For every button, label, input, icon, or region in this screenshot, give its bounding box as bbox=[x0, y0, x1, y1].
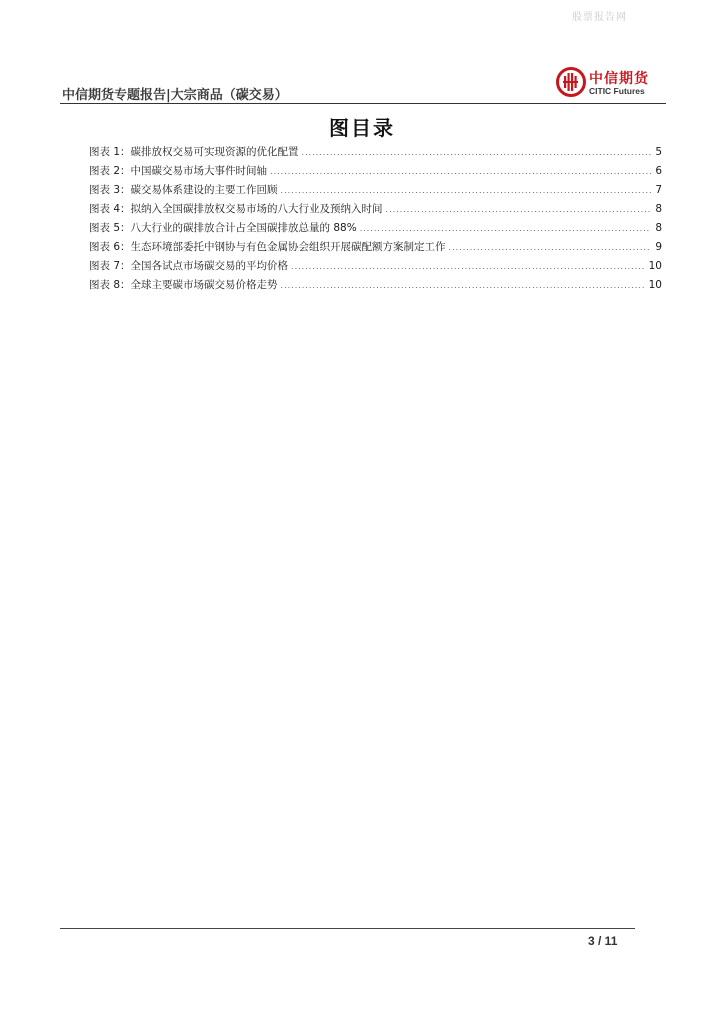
toc-entry-page: 8 bbox=[655, 222, 662, 234]
toc-leader-dots bbox=[281, 281, 646, 290]
watermark: 股票报告网 bbox=[572, 12, 627, 23]
toc-entry-label: 图表 6：生态环境部委托中钢协与有色金属协会组织开展碳配额方案制定工作 bbox=[89, 241, 446, 253]
toc-entry-page: 6 bbox=[655, 165, 662, 177]
toc-entry-2[interactable] bbox=[89, 163, 662, 182]
toc-entry-1[interactable] bbox=[89, 144, 662, 163]
logo-chinese-name: 中信期货 bbox=[589, 71, 649, 87]
toc-entry-page: 10 bbox=[648, 279, 662, 291]
toc-leader-dots bbox=[302, 148, 651, 157]
toc-entry-label: 图表 4：拟纳入全国碳排放权交易市场的八大行业及预纳入时间 bbox=[89, 203, 383, 215]
toc-entry-label: 图表 3：碳交易体系建设的主要工作回顾 bbox=[89, 184, 278, 196]
header-divider bbox=[60, 103, 666, 104]
citic-logo-icon bbox=[556, 67, 586, 97]
toc-entry-page: 5 bbox=[655, 146, 662, 158]
toc-leader-dots bbox=[360, 224, 651, 233]
toc-title: 图目录 bbox=[329, 116, 395, 140]
toc-entry-6[interactable] bbox=[89, 239, 662, 258]
toc-leader-dots bbox=[386, 205, 651, 214]
toc-leader-dots bbox=[281, 186, 651, 195]
toc-entry-4[interactable] bbox=[89, 201, 662, 220]
toc-entry-label: 图表 2：中国碳交易市场大事件时间轴 bbox=[89, 165, 268, 177]
toc-entry-label: 图表 8：全球主要碳市场碳交易价格走势 bbox=[89, 279, 278, 291]
toc-entry-7[interactable] bbox=[89, 258, 662, 277]
toc-entry-label: 图表 5：八大行业的碳排放合计占全国碳排放总量的 88% bbox=[89, 222, 357, 234]
report-header-title: 中信期货专题报告|大宗商品（碳交易） bbox=[62, 88, 288, 103]
toc-leader-dots bbox=[449, 243, 651, 252]
logo-english-name: CITIC Futures bbox=[589, 86, 645, 96]
toc-entry-page: 8 bbox=[655, 203, 662, 215]
toc-leader-dots bbox=[270, 167, 651, 176]
toc-entry-page: 10 bbox=[648, 260, 662, 272]
toc-entry-label: 图表 1：碳排放权交易可实现资源的优化配置 bbox=[89, 146, 299, 158]
table-of-figures bbox=[89, 144, 662, 296]
toc-leader-dots bbox=[291, 262, 646, 271]
toc-entry-5[interactable] bbox=[89, 220, 662, 239]
toc-entry-page: 9 bbox=[655, 241, 662, 253]
footer-divider bbox=[60, 928, 635, 929]
toc-entry-page: 7 bbox=[655, 184, 662, 196]
citic-futures-logo bbox=[556, 67, 660, 99]
toc-entry-label: 图表 7：全国各试点市场碳交易的平均价格 bbox=[89, 260, 289, 272]
toc-entry-8[interactable] bbox=[89, 277, 662, 296]
toc-entry-3[interactable] bbox=[89, 182, 662, 201]
page-number: 3 / 11 bbox=[588, 934, 618, 948]
